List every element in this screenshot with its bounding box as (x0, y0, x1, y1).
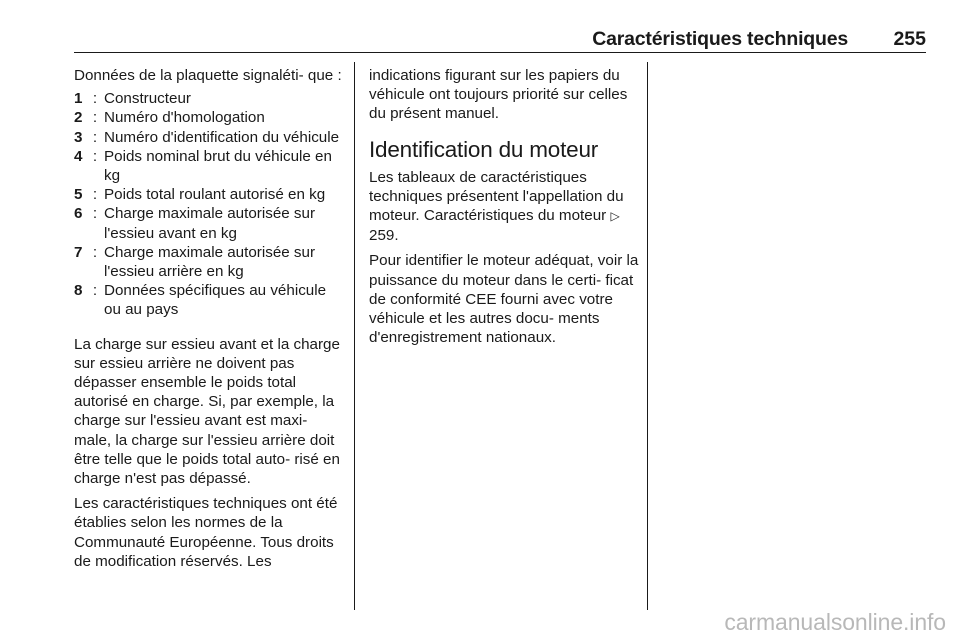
column-middle (369, 66, 639, 353)
watermark: carmanualsonline.info (724, 609, 946, 635)
column-left (74, 66, 344, 577)
item-text: Poids total roulant autorisé en kg (104, 186, 326, 204)
item-text: Charge maximale autorisée sur l'essieu avant en kg (104, 205, 316, 242)
list-item: 6 : Charge maximale autorisée sur l'essieu avant en kg (74, 204, 344, 242)
item-number: 8 (74, 282, 83, 300)
plate-intro: Données de la plaquette signaléti- que : (74, 67, 342, 84)
item-number: 4 (74, 147, 83, 165)
item-number: 2 (74, 109, 83, 127)
item-number: 5 (74, 186, 83, 204)
column-divider (354, 62, 355, 610)
item-number: 1 (74, 90, 83, 108)
item-number: 7 (74, 243, 83, 261)
list-item: 1 : Constructeur (74, 89, 344, 108)
page-number: 255 (893, 28, 926, 50)
item-text: Constructeur (104, 90, 191, 108)
list-item: 7 : Charge maximale autorisée sur l'essieu arrière en kg (74, 243, 344, 281)
spec-standards-paragraph: Les caractéristiques techniques ont été établies selon les normes de la Communauté Européenne. Tous droits de modification réservés. Les (74, 495, 338, 570)
engine-tables-text: Les tableaux de caractéristiques techniques présentent l'appellation du moteur. Caractéristiques du moteur (369, 168, 624, 225)
item-text: Charge maximale autorisée sur l'essieu arrière en kg (104, 243, 316, 281)
item-text: Numéro d'identification du véhicule (104, 128, 340, 146)
continued-paragraph: indications figurant sur les papiers du véhicule ont toujours priorité sur celles du présent manuel. (369, 67, 628, 123)
list-item: 2 : Numéro d'homologation (74, 108, 344, 127)
item-text: Données spécifiques au véhicule ou au pays (104, 282, 327, 319)
column-divider (647, 62, 648, 610)
item-text: Numéro d'homologation (104, 109, 265, 127)
page-title: Caractéristiques techniques (592, 28, 848, 50)
cross-reference-arrow-icon: ▷ (610, 209, 620, 224)
page-header (74, 22, 926, 53)
list-item: 4 : Poids nominal brut du véhicule en kg (74, 147, 344, 185)
item-number: 3 (74, 128, 83, 146)
item-number: 6 (74, 205, 83, 223)
engine-tables-paragraph (369, 168, 639, 246)
list-item: 3 : Numéro d'identification du véhicule (74, 128, 344, 147)
axle-load-paragraph: La charge sur essieu avant et la charge sur essieu arrière ne doivent pas dépasser ensemble le poids total autorisé en charge. Si, par exemple, la charge sur l'essieu avant est maxi- male, la charge sur l'essieu arrière doit être telle que le poids total auto- risé en charge n'est pas dépassé. (74, 335, 340, 488)
item-text: Poids nominal brut du véhicule en kg (104, 147, 332, 185)
page-reference-link[interactable]: 259. (369, 227, 399, 245)
engine-identify-paragraph: Pour identifier le moteur adéquat, voir la puissance du moteur dans le certi- ficat de conformité CEE fourni avec votre véhicule et les autres docu- ments d'enregistrement nationaux. (369, 252, 639, 347)
list-item: 5 : Poids total roulant autorisé en kg (74, 185, 344, 204)
section-heading: Identification du moteur (369, 136, 599, 162)
plate-data-list (74, 89, 344, 319)
list-item: 8 : Données spécifiques au véhicule ou au pays (74, 281, 344, 319)
